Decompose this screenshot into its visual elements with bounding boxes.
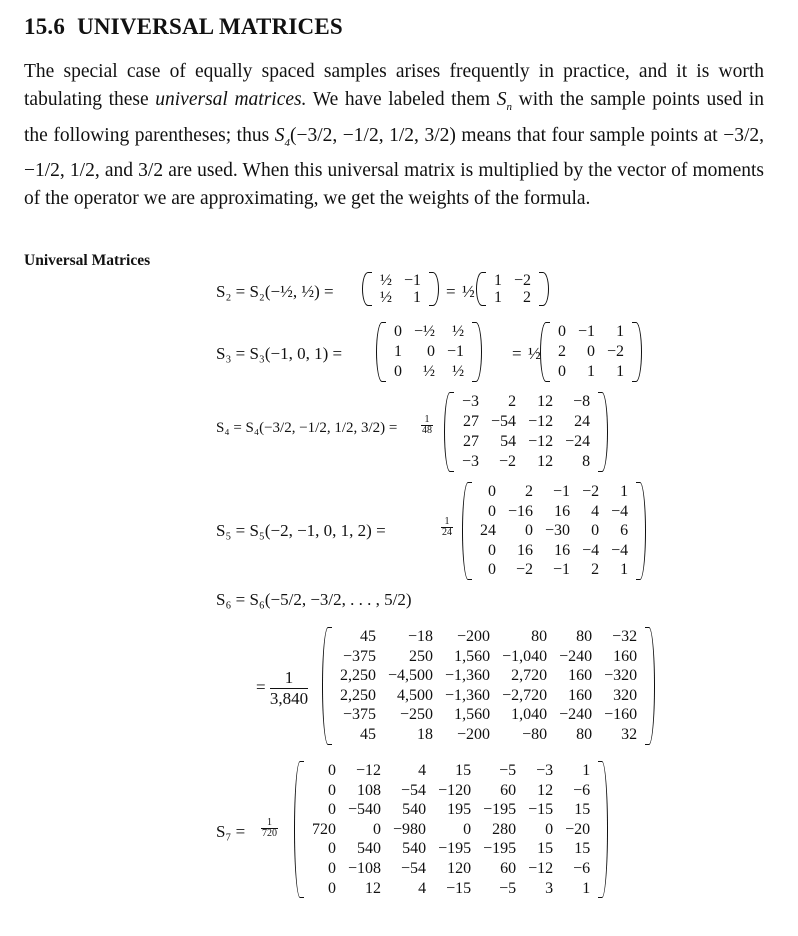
- matrix-cell: 0: [328, 801, 336, 819]
- matrix-cell: 16: [554, 541, 571, 559]
- matrix-cell: −240: [559, 647, 593, 665]
- matrix-cell: 720: [312, 820, 336, 838]
- matrix-cell: 45: [360, 628, 376, 645]
- matrix-cell: −4: [611, 502, 629, 520]
- symbol-s4: $S_4$: [274, 124, 290, 149]
- matrix-cell: −18: [408, 628, 434, 645]
- intro-term: universal matrices.: [155, 89, 307, 111]
- matrix-cell: −375: [342, 647, 376, 665]
- matrix-cell: 18: [417, 725, 434, 743]
- matrix-cell: 2: [508, 393, 517, 410]
- matrix-cell: −24: [565, 433, 591, 450]
- matrix-row: [388, 342, 470, 362]
- matrix-cell: −195: [438, 840, 472, 858]
- matrix-cell: 2: [558, 343, 566, 360]
- matrix-cell: −1: [553, 483, 571, 500]
- matrix-row: [334, 686, 643, 706]
- s4-coef: $\frac{1}{48}$: [422, 413, 432, 436]
- s7-matrix: [294, 761, 608, 898]
- matrix-row: [488, 289, 537, 306]
- matrix-row: [474, 502, 634, 522]
- matrix-row: [306, 879, 596, 899]
- matrix-cell: 1: [620, 483, 629, 500]
- matrix-cell: 80: [576, 628, 593, 645]
- matrix-cell: 280: [492, 820, 517, 838]
- matrix-cell: 1,560: [454, 706, 491, 724]
- matrix-cell: −540: [348, 801, 382, 819]
- matrix-row: [306, 800, 596, 820]
- matrix-cell: 4: [418, 879, 427, 897]
- intro-paragraph: [24, 58, 764, 214]
- matrix-cell: 0: [463, 820, 472, 838]
- matrix-cell: 12: [537, 393, 554, 410]
- s2-matrix-b: [476, 272, 549, 306]
- matrix-cell: 0: [394, 363, 402, 380]
- matrix-cell: 12: [537, 781, 554, 799]
- matrix-cell: −54: [401, 781, 427, 799]
- matrix-cell: −3: [462, 453, 480, 470]
- matrix-cell: −½: [414, 323, 436, 340]
- matrix-row: [474, 521, 634, 541]
- matrix-cell: 1: [616, 363, 625, 380]
- matrix-cell: −6: [573, 859, 591, 877]
- matrix-cell: −1,040: [502, 647, 548, 665]
- matrix-cell: 4: [418, 762, 427, 779]
- matrix-cell: 160: [568, 686, 593, 704]
- caption: Universal Matrices: [24, 252, 151, 269]
- matrix-cell: 15: [574, 801, 591, 819]
- matrix-row: [334, 647, 643, 667]
- matrix-cell: 4: [591, 502, 600, 520]
- matrix-row: [474, 560, 634, 580]
- matrix-row: [374, 289, 427, 306]
- matrix-cell: −30: [545, 522, 571, 540]
- matrix-cell: ½: [452, 323, 465, 340]
- s5-matrix: [462, 482, 646, 580]
- s6-lhs: S₆ = S₆(−5/2, −3/2, . . . , 5/2): [216, 590, 412, 609]
- matrix-row: [488, 272, 537, 289]
- matrix-cell: 1: [494, 272, 502, 289]
- matrix-row: [456, 432, 596, 452]
- s3-matrix-b: [540, 322, 642, 382]
- matrix-cell: 108: [357, 781, 382, 799]
- matrix-cell: −1: [447, 343, 465, 360]
- matrix-cell: 0: [328, 879, 336, 897]
- matrix-cell: −2,720: [502, 686, 548, 704]
- matrix-cell: −2: [516, 561, 534, 579]
- matrix-cell: 8: [582, 453, 591, 470]
- matrix-cell: 3: [545, 879, 554, 897]
- intro-text-3: with the sample points used in the following parentheses; thus: [24, 89, 764, 146]
- symbol-sn: $S_n$: [496, 89, 513, 114]
- matrix-cell: −54: [401, 859, 427, 877]
- matrix-cell: 80: [531, 628, 548, 645]
- matrix-cell: 0: [488, 561, 496, 579]
- matrix-cell: 0: [558, 363, 566, 380]
- matrix-cell: −4: [582, 541, 600, 559]
- matrix-cell: 1,560: [454, 647, 491, 665]
- matrix-cell: −12: [356, 762, 382, 779]
- matrix-cell: 12: [537, 453, 554, 470]
- s3-coef: ½: [528, 344, 541, 363]
- matrix-cell: −195: [483, 801, 517, 819]
- matrix-row: [552, 342, 630, 362]
- matrix-cell: 60: [500, 859, 517, 877]
- matrix-row: [334, 666, 643, 686]
- matrix-cell: −6: [573, 781, 591, 799]
- matrix-cell: −3: [462, 393, 480, 410]
- s4-matrix: [444, 392, 608, 472]
- matrix-cell: 1: [494, 289, 502, 306]
- matrix-row: [334, 627, 643, 647]
- matrix-row: [306, 781, 596, 801]
- intro-text-2: We have labeled them: [306, 89, 497, 111]
- matrix-row: [456, 412, 596, 432]
- matrix-cell: 320: [613, 686, 638, 704]
- s2-coef: ½: [462, 282, 475, 301]
- matrix-cell: 2,720: [511, 667, 548, 685]
- matrix-cell: −200: [457, 628, 491, 645]
- matrix-cell: −240: [559, 706, 593, 724]
- matrix-cell: 2: [525, 483, 534, 500]
- matrix-cell: −5: [499, 879, 517, 897]
- s4-lhs: S₄ = S₄(−3/2, −1/2, 1/2, 3/2) =: [216, 420, 398, 436]
- matrix-row: [388, 322, 470, 342]
- matrix-cell: −1: [578, 323, 596, 340]
- matrix-cell: −15: [528, 801, 554, 819]
- matrix-cell: −8: [573, 393, 591, 410]
- s7-lhs: S₇ =: [216, 822, 246, 841]
- s6-matrix: [322, 627, 655, 745]
- matrix-row: [306, 761, 596, 781]
- matrix-cell: 2: [591, 561, 600, 579]
- matrix-cell: 0: [373, 820, 382, 838]
- section-heading: [24, 14, 343, 40]
- matrix-cell: 32: [621, 725, 638, 743]
- matrix-row: [474, 482, 634, 502]
- matrix-cell: ½: [423, 363, 436, 380]
- matrix-cell: −2: [499, 453, 517, 470]
- matrix-cell: −5: [499, 762, 517, 779]
- matrix-cell: −980: [393, 820, 427, 838]
- matrix-row: [306, 859, 596, 879]
- section-number: 15.6: [24, 14, 66, 39]
- s2-equals: =: [446, 282, 456, 301]
- matrix-cell: −1: [553, 561, 571, 579]
- matrix-cell: 0: [394, 323, 402, 340]
- matrix-cell: 27: [463, 433, 480, 450]
- matrix-cell: 24: [480, 522, 496, 540]
- s6-coef: = $\frac{1}{3,840}$: [256, 668, 309, 708]
- matrix-cell: 1,040: [511, 706, 548, 724]
- matrix-cell: −375: [342, 706, 376, 724]
- matrix-cell: 27: [463, 413, 480, 430]
- matrix-cell: 15: [455, 762, 472, 779]
- matrix-cell: 1: [587, 363, 596, 380]
- matrix-cell: 80: [576, 725, 593, 743]
- matrix-cell: −4: [611, 541, 629, 559]
- matrix-cell: 2: [523, 289, 532, 306]
- matrix-cell: 15: [574, 840, 591, 858]
- s7-coef: $\frac{1}{720}$: [262, 816, 277, 839]
- matrix-cell: −32: [612, 628, 638, 645]
- matrix-cell: −200: [457, 725, 491, 743]
- matrix-cell: 0: [488, 541, 496, 559]
- matrix-cell: 0: [328, 840, 336, 858]
- matrix-cell: 6: [620, 522, 629, 540]
- matrix-cell: −12: [528, 413, 554, 430]
- matrix-cell: 16: [554, 502, 571, 520]
- matrix-cell: 45: [360, 725, 376, 743]
- matrix-cell: −320: [604, 667, 638, 685]
- matrix-row: [334, 725, 643, 745]
- matrix-cell: 540: [357, 840, 382, 858]
- matrix-cell: 120: [447, 859, 472, 877]
- matrix-cell: 1: [616, 323, 625, 340]
- matrix-cell: −15: [446, 879, 472, 897]
- matrix-row: [456, 392, 596, 412]
- matrix-row: [306, 839, 596, 859]
- matrix-cell: −12: [528, 859, 554, 877]
- matrix-cell: 15: [537, 840, 554, 858]
- matrix-row: [306, 820, 596, 840]
- matrix-cell: 0: [591, 522, 600, 540]
- matrix-cell: ½: [452, 363, 465, 380]
- matrix-cell: 0: [328, 859, 336, 877]
- matrix-cell: −195: [483, 840, 517, 858]
- matrix-cell: 160: [568, 667, 593, 685]
- matrix-cell: ½: [380, 272, 392, 289]
- matrix-cell: 1: [620, 561, 629, 579]
- matrix-cell: 54: [500, 433, 517, 450]
- matrix-cell: −54: [491, 413, 517, 430]
- intro-text-1: The special case of equally spaced samples arises frequently in practice, and it is worth tabulating these: [24, 61, 764, 111]
- matrix-cell: 24: [574, 413, 591, 430]
- matrix-cell: −1,360: [445, 667, 491, 685]
- matrix-cell: 2,250: [340, 667, 376, 685]
- matrix-cell: −4,500: [388, 667, 434, 685]
- matrix-cell: −12: [528, 433, 554, 450]
- matrix-cell: 540: [402, 801, 427, 819]
- matrix-cell: −3: [536, 762, 554, 779]
- s2-matrix-a: [362, 272, 439, 306]
- matrix-cell: 16: [517, 541, 534, 559]
- s5-lhs: S₅ = S₅(−2, −1, 0, 1, 2) =: [216, 521, 386, 540]
- matrix-cell: −2: [607, 343, 625, 360]
- matrix-cell: 195: [447, 801, 472, 819]
- matrix-cell: −160: [604, 706, 638, 724]
- matrix-cell: 0: [488, 502, 496, 520]
- s5-coef: $\frac{1}{24}$: [442, 515, 452, 538]
- matrix-cell: −20: [565, 820, 591, 838]
- s3-matrix-a: [376, 322, 482, 382]
- matrix-row: [374, 272, 427, 289]
- matrix-cell: −1: [404, 272, 422, 289]
- intro-text-4: (−3/2, −1/2, 1/2, 3/2) means that four sample points at −3/2, −1/2, 1/2, and 3/2 are used. When this universal matrix is multiplied by the vector of moments of the operator we are approximating, we get the weights of the formula.: [24, 124, 764, 210]
- matrix-row: [456, 452, 596, 472]
- matrix-cell: 250: [409, 647, 434, 665]
- matrix-cell: 1: [413, 289, 422, 306]
- matrix-cell: 2,250: [340, 686, 376, 704]
- matrix-cell: 60: [500, 781, 517, 799]
- matrix-cell: 0: [587, 343, 596, 360]
- matrix-row: [552, 362, 630, 382]
- matrix-cell: −2: [514, 272, 532, 289]
- matrix-cell: 160: [613, 647, 638, 665]
- matrix-cell: 1: [394, 343, 402, 360]
- matrix-cell: 0: [525, 522, 534, 540]
- matrix-cell: 0: [328, 781, 336, 799]
- matrix-cell: 12: [365, 879, 382, 897]
- matrix-cell: 1: [582, 762, 591, 779]
- matrix-row: [388, 362, 470, 382]
- matrix-row: [552, 322, 630, 342]
- matrix-cell: −250: [400, 706, 434, 724]
- matrix-cell: −120: [438, 781, 472, 799]
- matrix-row: [334, 705, 643, 725]
- matrix-cell: −108: [348, 859, 382, 877]
- s2-lhs: S₂ = S₂(−½, ½) =: [216, 282, 334, 301]
- section-title: UNIVERSAL MATRICES: [77, 14, 343, 39]
- matrix-cell: −16: [508, 502, 534, 520]
- matrix-cell: 0: [558, 323, 566, 340]
- matrix-cell: 4,500: [397, 686, 434, 704]
- matrix-cell: −1,360: [445, 686, 491, 704]
- matrix-row: [474, 541, 634, 561]
- s3-equals: =: [512, 344, 522, 363]
- matrix-cell: 0: [545, 820, 554, 838]
- matrix-cell: 1: [582, 879, 591, 897]
- s3-lhs: S₃ = S₃(−1, 0, 1) =: [216, 344, 343, 363]
- matrix-cell: 0: [328, 762, 336, 779]
- matrix-cell: 0: [488, 483, 496, 500]
- matrix-cell: ½: [380, 289, 392, 306]
- matrix-cell: 0: [427, 343, 436, 360]
- matrix-cell: −2: [582, 483, 600, 500]
- matrix-cell: −80: [522, 725, 548, 743]
- matrix-cell: 540: [402, 840, 427, 858]
